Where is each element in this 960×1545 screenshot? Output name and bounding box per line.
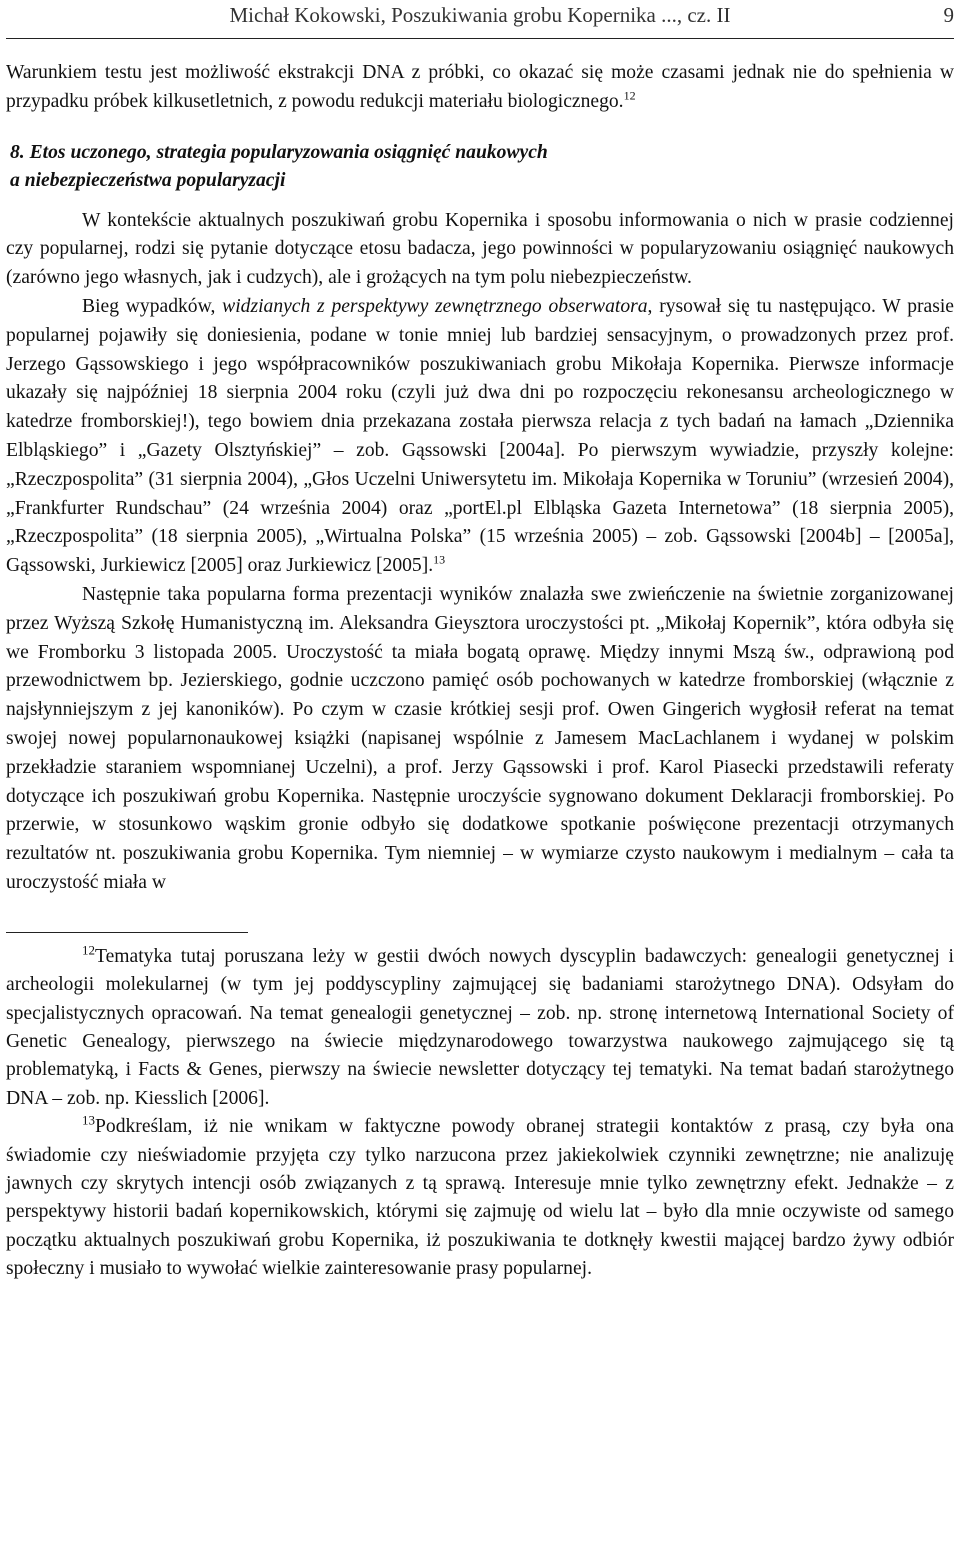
footnote-12 <box>6 943 954 1113</box>
footnote-number: 12 <box>82 942 95 958</box>
header-rule <box>6 38 954 39</box>
running-title: Michał Kokowski, Poszukiwania grobu Kopernika ..., cz. II <box>229 3 731 27</box>
paragraph-2-rest: , rysował się tu następująco. W prasie popularnej pojawiły się doniesienia, podane w tonie mniej lub bardziej sensacyjnym, o prowadzonych przez prof. Jerzego Gąssowskiego i jego współpracowników poszukiwaniach grobu Mikołaja Kopernika. Pierwsze informacje ukazały się najpóźniej 18 sierpnia 2004 roku (czyli już dwa dni po rozpoczęciu rekonesansu archeologicznego w katedrze fromborskiej!), tego bowiem dnia przekazana została pierwsza relacja z tych badań na łamach „Dziennika Elbląskiego” i „Gazety Olsztyńskiej” – zob. Gąssowski [2004a]. Po pierwszym wywiadzie, przyszły kolejne: „Rzeczpospolita” (31 sierpnia 2004), „Głos Uczelni Uniwersytetu im. Mikołaja Kopernika w Toruniu” (wrzesień 2004), „Frankfurter Rundschau” (24 września 2004) oraz „portEl.pl Elbląska Gazeta Internetowa” (18 sierpnia 2005), „Rzeczpospolita” (18 sierpnia 2005), „Wirtualna Polska” (15 września 2005) – zob. Gąssowski [2004b] – [2005a], Gąssowski, Jurkiewicz [2005] oraz Jurkiewicz [2005]. <box>6 295 954 577</box>
footnote-rule <box>6 932 248 933</box>
footnote-13 <box>6 1113 954 1283</box>
paragraph-3: Następnie taka popularna forma prezentacji wyników znalazła swe zwieńczenie na świetnie zorganizowanej przez Wyższą Szkołę Humanistyczną im. Aleksandra Gieysztora uroczystości pt. „Mikołaj Kopernik”, która odbyła się we Fromborku 3 listopada 2005. Uroczystość ta miała bogatą oprawę. Między innymi Mszą św., odprawioną pod przewodnictwem bp. Jezierskiego, godnie uczczono pamięć osób pochowanych w katedrze fromborskiej (włącznie z najsłynniejszym z jej kanoników). Po czym w czasie krótkiej sesji prof. Owen Gingerich wygłosił referat na temat swojej nowej popularnonaukowej książki (napisanej wspólnie z Jamesem MacLachlanem i wydanej w polskim przekładzie staraniem wspomnianej Uczelni), a prof. Jerzy Gąssowski i prof. Karol Piasecki przedstawili referaty dotyczące ich poszukiwań grobu Kopernika. Następnie uroczyście sygnowano dokument Deklaracji fromborskiej. Po przerwie, w stosunkowo wąskim gronie odbyło się dodatkowe spotkanie poświęcone prezentacji otrzymanych rezultatów nt. poszukiwania grobu Kopernika. Tym niemniej – w wymiarze czysto naukowym i medialnym – cała ta uroczystość miała w <box>6 583 954 893</box>
footnote-text: Tematyka tutaj poruszana leży w gestii dwóch nowych dyscyplin badawczych: genealogii genetycznej i archeologii molekularnej (w tym jej poddyscypliny zajmującej się badaniami starożytnego DNA). Odsyłam do specjalistycznych opracowań. Na temat genealogii genetycznej – zob. np. stronę internetową International Society of Genetic Genealogy, pierwszego na świecie międzynarodowego towarzystwa naukowego zajmującego się tą problematyką, i Facts & Genes, pierwszy na świecie newsletter dotyczący tej tematyki. Na temat badań starożytnego DNA – zob. np. Kiesslich [2006]. <box>6 945 954 1109</box>
footnote-ref-13[interactable]: 13 <box>433 552 446 567</box>
page-number: 9 <box>943 3 954 27</box>
intro-text: Warunkiem testu jest możliwość ekstrakcji DNA z próbki, co okazać się może czasami jednak nie do spełnienia w przypadku próbek kilkusetletnich, z powodu redukcji materiału biologicznego. <box>6 62 954 112</box>
document-page <box>6 0 954 1284</box>
paragraph-2-italic: widzianych z perspektywy zewnętrznego obserwatora <box>222 295 648 317</box>
footnote-ref-12[interactable]: 12 <box>623 88 636 103</box>
paragraph-2 <box>6 293 954 581</box>
section-number: 8. <box>10 141 25 163</box>
paragraph-2-start: Bieg wypadków, <box>82 295 223 317</box>
intro-paragraph <box>6 59 954 117</box>
section-title-line2: a niebezpieczeństwa popularyzacji <box>10 169 286 191</box>
footnote-number: 13 <box>82 1112 95 1128</box>
running-header <box>6 0 954 30</box>
footnote-text: Podkreślam, iż nie wnikam w faktyczne powody obranej strategii kontaktów z prasą, czy była ona świadomie czy nieświadomie przyjęta czy tylko narzucona przez jakiekolwiek czynniki zewnętrzne; nie analizuję jawnych czy skrytych intencji osób związanych z tą sprawą. Interesuje mnie tylko zewnętrzny efekt. Jednakże – z perspektywy historii badań kopernikowskich, którymi się zajmuję od wielu lat – było dla mnie oczywiste od samego początku aktualnych poszukiwań grobu Kopernika, iż poszukiwania te dotknęły kwestii mającej bardzo żywy odbiór społeczny i musiało to wywołać wielkie zainteresowanie prasy popularnej. <box>6 1116 954 1280</box>
section-heading <box>6 139 954 195</box>
section-title-line1: Etos uczonego, strategia popularyzowania osiągnięć naukowych <box>29 141 548 163</box>
paragraph-1: W kontekście aktualnych poszukiwań grobu Kopernika i sposobu informowania o nich w prasie codziennej czy popularnej, rodzi się pytanie dotyczące etosu badacza, jego powinności w popularyzowaniu osiągnięć naukowych (zarówno jego własnych, jak i cudzych), ale i grożących na tym polu niebezpieczeństw. <box>6 209 954 289</box>
